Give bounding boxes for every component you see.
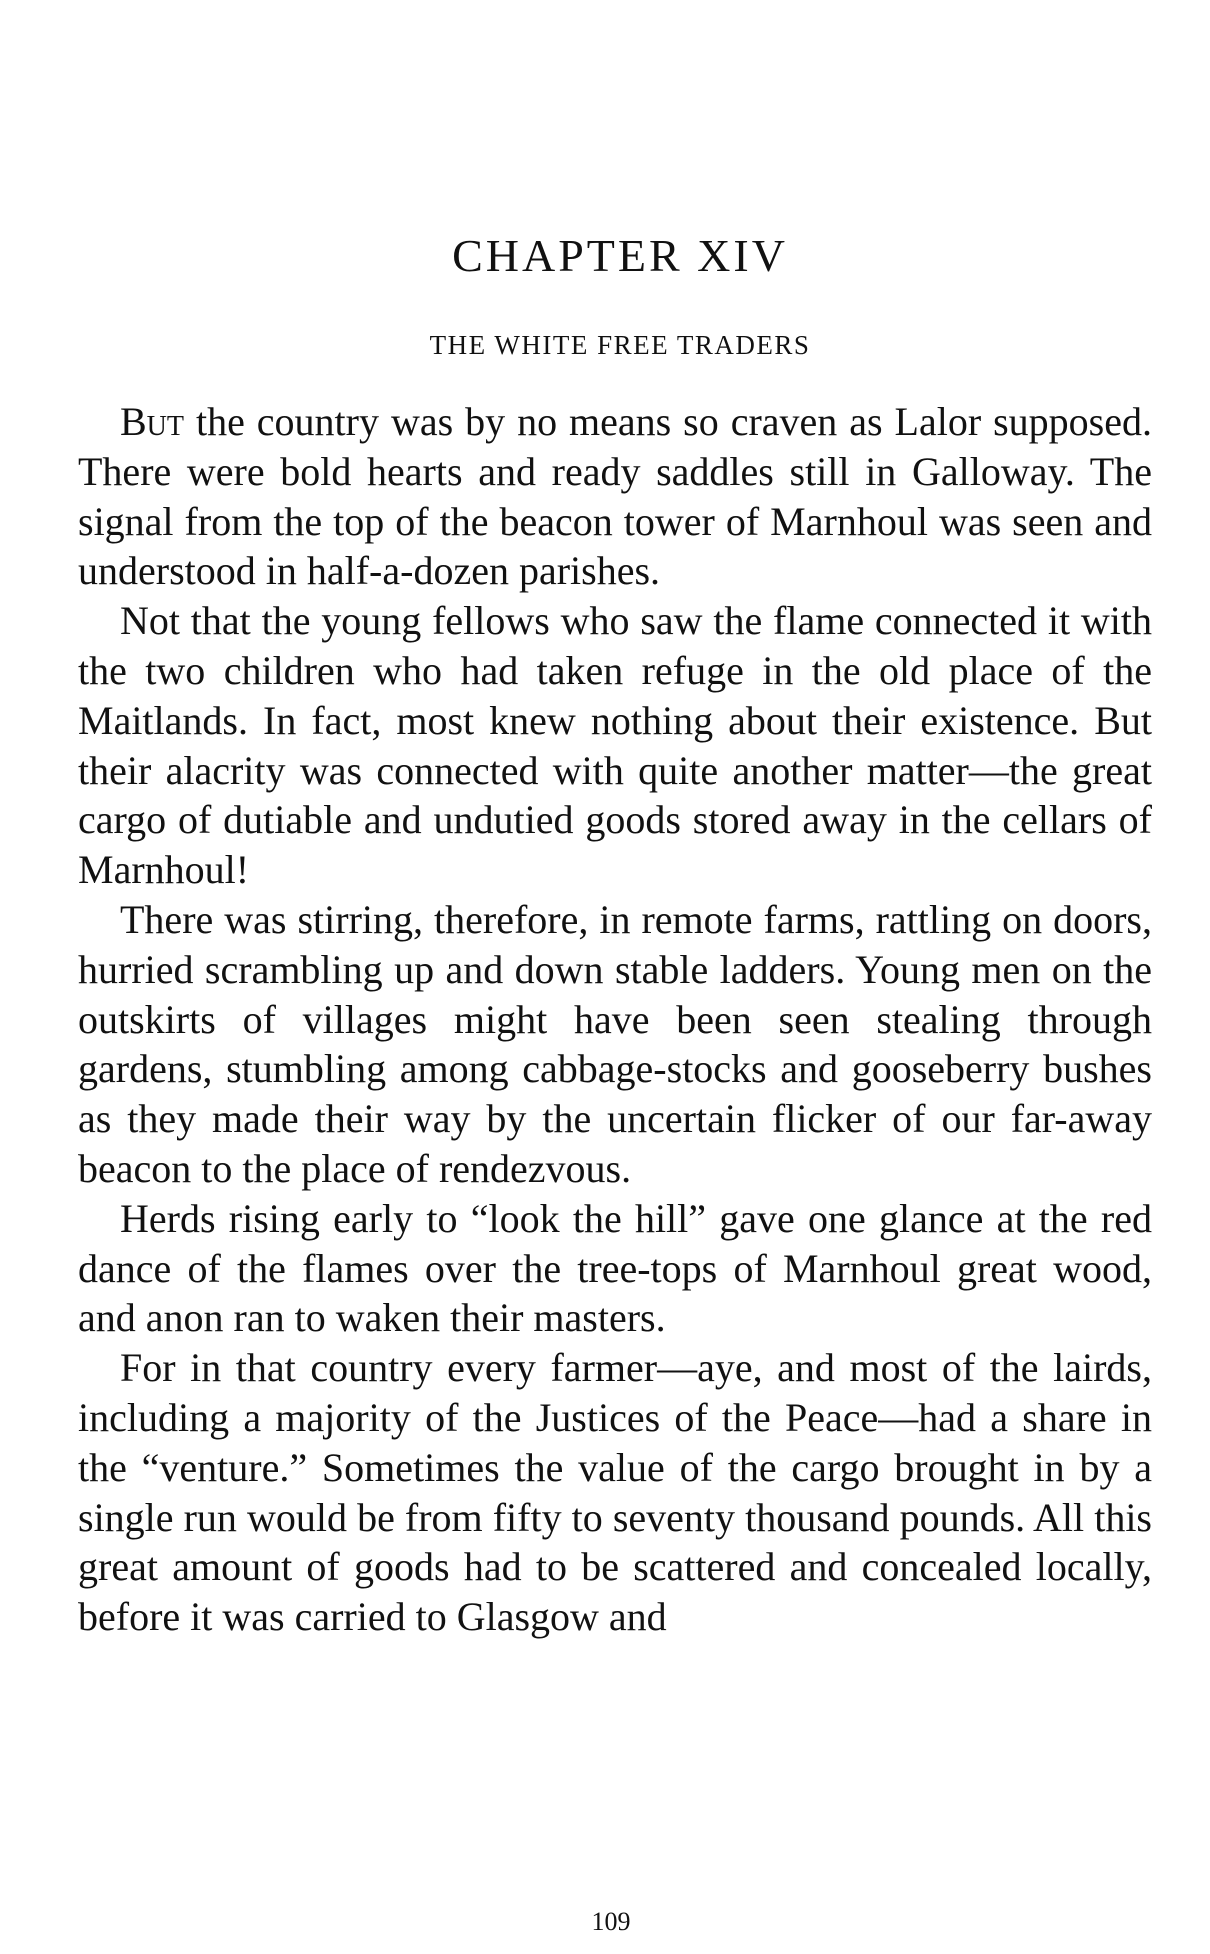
chapter-body — [78, 397, 1152, 1642]
paragraph-2: Not that the young fellows who saw the flame connected it with the two children who had taken refuge in the old place of the Maitlands. In fact, most knew nothing about their existence. But their alacrity was connected with quite another matter—the great cargo of dutiable and undutied goods stored away in the cellars of Marnhoul! — [78, 598, 1152, 893]
paragraph-4: Herds rising early to “look the hill” gave one glance at the red dance of the flames over the tree-tops of Marnhoul great wood, and anon ran to waken their masters. — [78, 1195, 1152, 1341]
paragraph-lead-word: But — [120, 399, 185, 444]
paragraph-3: There was stirring, therefore, in remote farms, rattling on doors, hurried scrambling up and down stable ladders. Young men on the outskirts of villages might have been seen stealing through gardens, stumbling among cabbage-stocks and gooseberry bushes as they made their way by the uncertain flicker of our far-away beacon to the place of rendezvous. — [78, 896, 1152, 1191]
paragraph-5: For in that country every farmer—aye, and most of the lairds, including a majority of the Justices of the Peace—had a share in the “venture.” Sometimes the value of the cargo brought in by a single run would be from fifty to seventy thousand pounds. All this great amount of goods had to be scattered and concealed locally, before it was carried to Glasgow and — [78, 1345, 1152, 1640]
paragraph-text: the country was by no means so craven as Lalor supposed. There were bold hearts and ready saddles still in Galloway. The signal from the top of the beacon tower of Marnhoul was seen and understood in half-a-dozen parishes. — [78, 399, 1152, 594]
chapter-subtitle: THE WHITE FREE TRADERS — [429, 330, 811, 360]
chapter-title: CHAPTER XIV — [452, 230, 788, 281]
page-number: 109 — [591, 1907, 631, 1936]
paragraph-1 — [78, 397, 1152, 596]
